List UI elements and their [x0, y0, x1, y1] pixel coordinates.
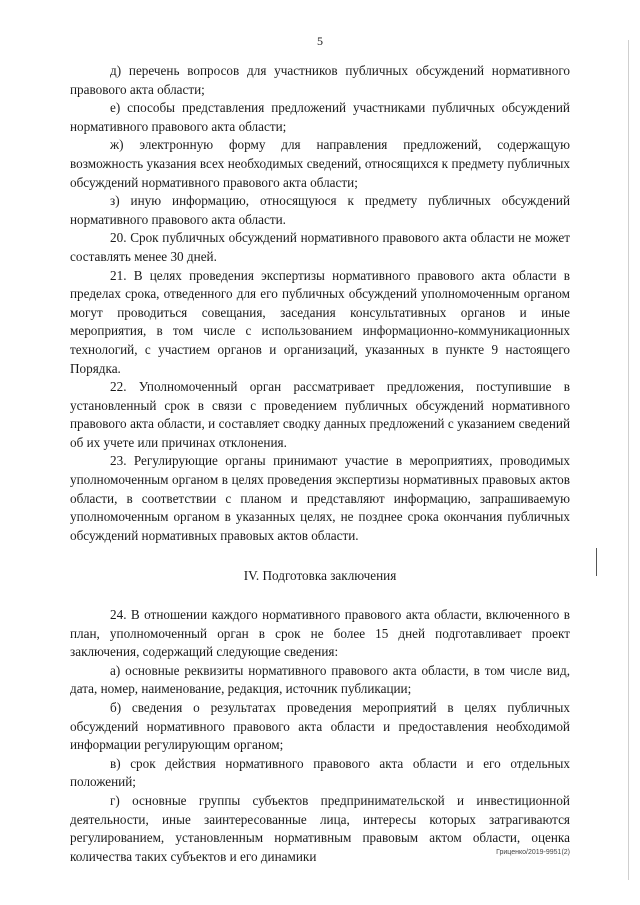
document-registration-code: Гриценко/2019-9951(2) [496, 849, 570, 856]
paragraph-item-z: з) иную информацию, относящуюся к предмету публичных обсуждений нормативного правового акта области. [70, 193, 570, 227]
scan-edge-line [628, 40, 629, 880]
section-heading: IV. Подготовка заключения [243, 568, 397, 584]
paragraph-item-v: в) срок действия нормативного правового акта области и его отдельных положений; [70, 755, 570, 790]
paragraph-clause-23: 23. Регулирующие органы принимают участие в мероприятиях, проводимых уполномоченным органом в целях проведения экспертизы нормативных правовых актов области, в соответствии с планом и представляют информацию, запрашиваемую уполномоченным органом в указанных целях, не позднее срока окончания публичных обсуждений нормативных правовых актов области. [70, 453, 570, 543]
paragraph-item-a: а) основные реквизиты нормативного правового акта области, в том числе вид, дата, номер, наименование, редакция, источник публикации; [70, 662, 570, 697]
scan-edge-mark [596, 548, 597, 576]
paragraph-clause-20: 20. Срок публичных обсуждений нормативного правового акта области не может составлять менее 30 дней. [70, 230, 570, 264]
paragraph-item-g: г) основные группы субъектов предпринимательской и инвестиционной деятельности, иные заинтересованные лица, интересы которых затрагиваются регулированием, установленным нормативным правовым актом области, оценка количества таких субъектов и его динамики [70, 792, 570, 864]
paragraph-clause-24: 24. В отношении каждого нормативного правового акта области, включенного в план, уполномоченный орган в срок не более 15 дней подготавливает проект заключения, содержащий следующие сведения: [70, 607, 570, 660]
paragraph-item-e: е) способы представления предложений участниками публичных обсуждений нормативного правового акта области; [70, 100, 570, 134]
paragraph-clause-21: 21. В целях проведения экспертизы нормативного правового акта области в пределах срока, отведенного для его публичных обсуждений уполномоченным органом могут проводиться совещания, заседания консультативных органов и иные мероприятия, в том числе с использованием информационно-коммуникационных технологий, с участием органов и организаций, указанных в пункте 9 настоящего Порядка. [70, 267, 570, 376]
document-body [70, 62, 570, 866]
page-number: 5 [317, 34, 323, 48]
paragraph-clause-22: 22. Уполномоченный орган рассматривает предложения, поступившие в установленный срок в связи с проведением публичных обсуждений нормативного правового акта области, и составляет сводку данных предложений с указанием сведений об их учете или причинах отклонения. [70, 379, 570, 450]
paragraph-item-b: б) сведения о результатах проведения мероприятий в целях публичных обсуждений нормативного правового акта области и предоставления необходимой информации регулирующим органом; [70, 700, 570, 753]
paragraph-item-d: д) перечень вопросов для участников публичных обсуждений нормативного правового акта области; [70, 63, 570, 97]
paragraph-item-zh: ж) электронную форму для направления предложений, содержащую возможность указания всех необходимых сведений, относящихся к предмету публичных обсуждений нормативного правового акта области; [70, 137, 570, 190]
